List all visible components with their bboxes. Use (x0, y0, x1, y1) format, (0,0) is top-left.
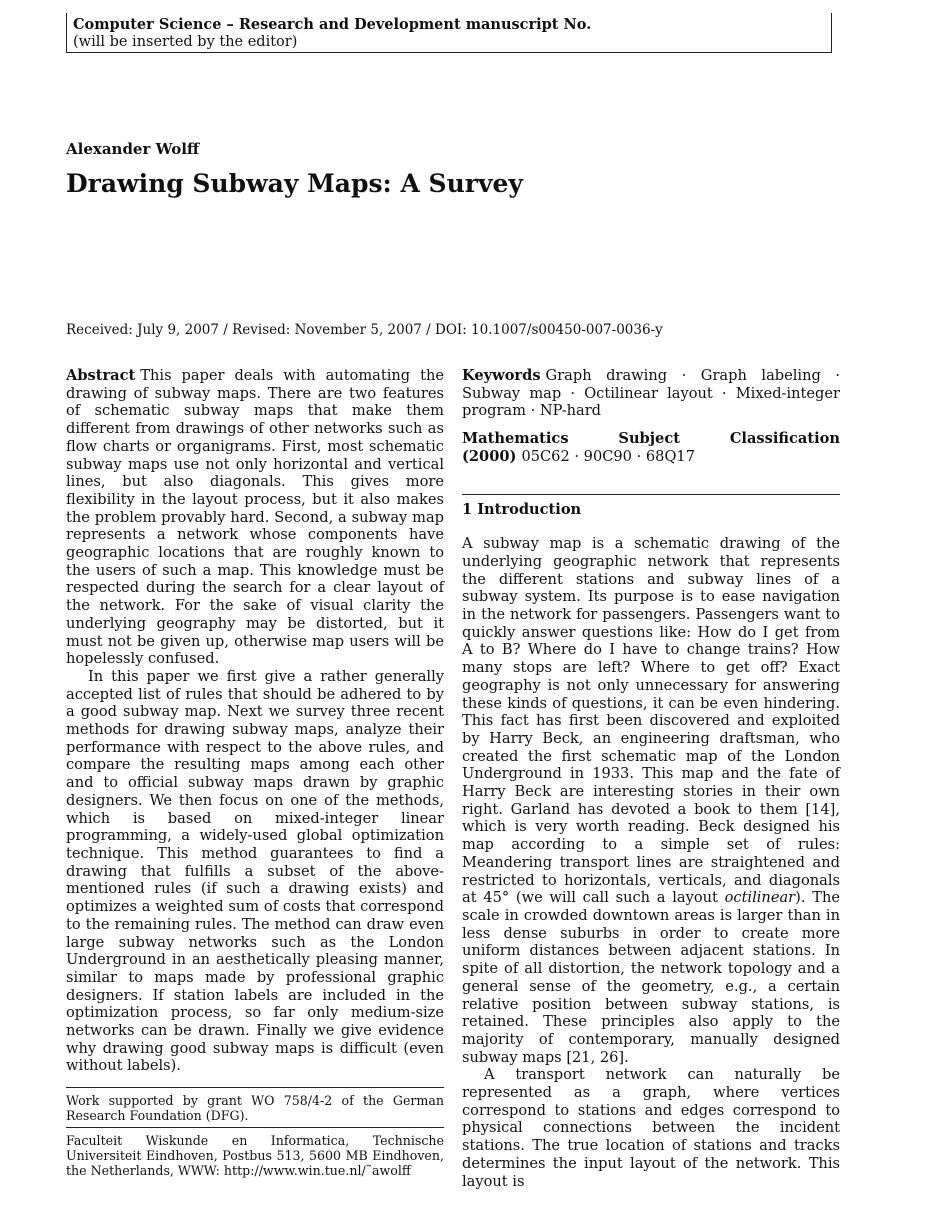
received-line: Received: July 9, 2007 / Revised: November 5, 2007 / DOI: 10.1007/s00450-007-0036-y (66, 322, 663, 338)
paper-title: Drawing Subway Maps: A Survey (66, 169, 523, 198)
intro-text-1a: A subway map is a schematic drawing of the underlying geographic network that represents the different stations and subway lines of a subway system. Its purpose is to ease navigation in the network for passengers. Passengers want to quickly answer questions like: How do I get from A to B? Where do I have to change trains? How many stops are left? Where to get off? Exact geography is not only unnecessary for answering these kinds of questions, it can be even hindering. This fact has first been discovered and exploited by Harry Beck, an engineering draftsman, who created the first schematic map of the London Underground in 1933. This map and the fate of Harry Beck are interesting stories in their own right. Garland has devoted a book to them [14], which is very worth reading. Beck designed his map according to a simple set of rules: Meandering transport lines are straightened and restricted to horizontals, verticals, and diagonals at 45° (we will call such a layout (462, 535, 840, 907)
keywords-label: Keywords (462, 367, 541, 384)
intro-text-1b: ). The scale in crowded downtown areas is larger than in less dense suburbs in order to create more uniform distances between adjacent stations. In spite of all distortion, the network topology and a general sense of the geometry, e.g., a certain relative position between subway stations, is retained. These principles also apply to the majority of contemporary, manually designed subway maps [21, 26]. (462, 889, 840, 1066)
abstract-paragraph-2: In this paper we first give a rather generally accepted list of rules that should be adhered to by a good subway map. Next we survey three recent methods for drawing subway maps, analyze their performance with respect to the above rules, and compare the resulting maps among each other and to official subway maps drawn by graphic designers. We then focus on one of the methods, which is based on mixed-integer linear programming, a widely-used global optimization technique. This method guarantees to find a drawing that fulfills a subset of the above-mentioned rules (if such a drawing exists) and optimizes a weighted sum of costs that correspond to the remaining rules. The method can draw even large subway networks such as the London Underground in an aesthetically pleasing manner, similar to maps made by professional graphic designers. If station labels are included in the optimization process, so far only medium-size networks can be drawn. Finally we give evidence why drawing good subway maps is difficult (even without labels). (66, 667, 444, 1075)
section-heading-introduction: 1 Introduction (462, 500, 582, 518)
intro-paragraph-1 (462, 535, 840, 1066)
section-divider (462, 494, 840, 495)
msc-classification (462, 430, 840, 465)
journal-header-box (66, 13, 832, 53)
msc-text: 05C62 · 90C90 · 68Q17 (521, 447, 695, 465)
right-column (462, 367, 840, 1190)
abstract-label: Abstract (66, 367, 136, 384)
author-name: Alexander Wolff (66, 140, 200, 158)
abstract-paragraph-1 (66, 367, 444, 668)
octilinear-term: octilinear (724, 889, 796, 907)
journal-name: Computer Science – Research and Development manuscript No. (73, 16, 592, 33)
keywords-text: Graph drawing · Graph labeling · Subway map · Octilinear layout · Mixed-integer program · NP-hard (462, 367, 840, 420)
msc-label: Mathematics Subject Classification (2000) (462, 430, 840, 465)
intro-paragraph-2: A transport network can naturally be represented as a graph, where vertices correspond to stations and edges correspond to physical connections between the incident stations. The true location of stations and tracks determines the input layout of the network. This layout is (462, 1066, 840, 1190)
funding-footnote: Work supported by grant WO 758/4-2 of the German Research Foundation (DFG). (66, 1093, 444, 1124)
keywords (462, 367, 840, 420)
affiliation-footnote: Faculteit Wiskunde en Informatica, Technische Universiteit Eindhoven, Postbus 513, 5600 MB Eindhoven, the Netherlands, WWW: http://www.win.tue.nl/˜awolff (66, 1132, 444, 1179)
editor-note: (will be inserted by the editor) (73, 34, 298, 50)
left-column (66, 367, 444, 1182)
abstract-text-1: This paper deals with automating the drawing of subway maps. There are two features of schematic subway maps that make them different from drawings of other networks such as flow charts or organigrams. First, most schematic subway maps use not only horizontal and vertical lines, but also diagonals. This gives more flexibility in the layout process, but it also makes the problem provably hard. Second, a subway map represents a network whose components have geographic locations that are roughly known to the users of such a map. This knowledge must be respected during the search for a clear layout of the network. For the sake of visual clarity the underlying geography may be distorted, but it must not be given up, otherwise map users will be hopelessly confused. (66, 367, 444, 668)
